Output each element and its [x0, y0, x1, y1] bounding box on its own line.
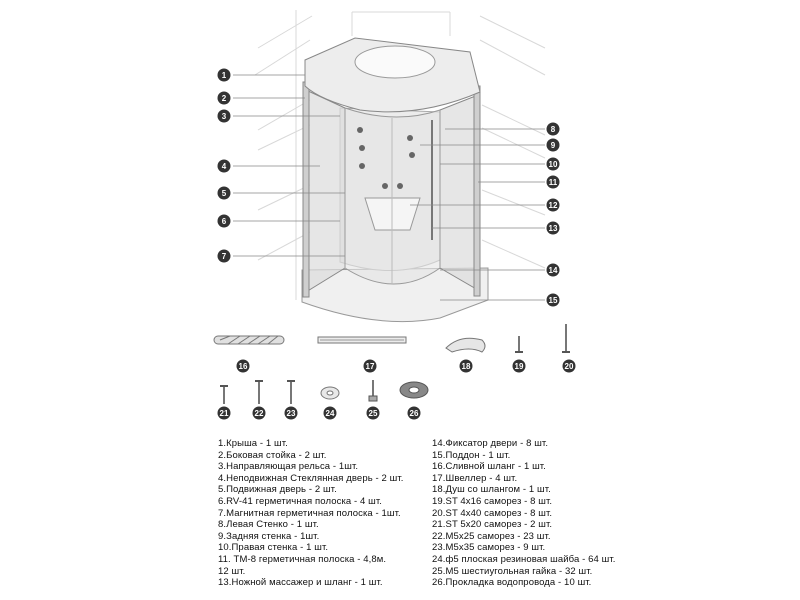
legend-item-20: 20.ST 4x40 саморез - 8 шт. [432, 507, 553, 519]
callout-10 [547, 158, 560, 171]
parts-row-2 [218, 380, 429, 420]
callout-11 [547, 176, 560, 189]
svg-text:7: 7 [221, 252, 227, 261]
svg-text:4: 4 [221, 162, 227, 171]
svg-text:6: 6 [221, 217, 227, 226]
svg-text:5: 5 [221, 189, 227, 198]
svg-text:24: 24 [325, 409, 335, 418]
legend-item-6: 6.RV-41 герметичная полоска - 4 шт. [218, 495, 383, 507]
svg-text:18: 18 [461, 362, 471, 371]
svg-text:13: 13 [548, 224, 558, 233]
legend-item-5: 5.Подвижная дверь - 2 шт. [218, 484, 337, 496]
callout-13 [547, 222, 560, 235]
legend-item-4: 4.Неподвижная Стеклянная дверь - 2 шт. [218, 472, 404, 484]
svg-text:21: 21 [219, 409, 229, 418]
callout-14 [547, 264, 560, 277]
svg-text:23: 23 [286, 409, 296, 418]
part-26-gasket [400, 382, 428, 420]
left-glass-panel [306, 90, 345, 292]
left-post [303, 82, 309, 297]
svg-text:8: 8 [550, 125, 556, 134]
legend-item-3: 3.Направляющая рельса - 1шт. [218, 461, 359, 473]
callout-1 [218, 69, 231, 82]
legend-item-14: 14.Фиксатор двери - 8 шт. [432, 438, 549, 449]
svg-text:16: 16 [238, 362, 248, 371]
svg-text:2: 2 [221, 94, 227, 103]
callout-4 [218, 160, 231, 173]
legend-item-11: 11. ТМ-8 герметичная полоска - 4,8м. [218, 553, 387, 565]
svg-text:9: 9 [550, 141, 556, 150]
callout-2 [218, 92, 231, 105]
legend-item-19: 19.ST 4x16 саморез - 8 шт. [432, 495, 553, 507]
legend-item-2: 2.Боковая стойка - 2 шт. [218, 449, 327, 461]
legend-item-22: 22.M5x25 саморез - 23 шт. [432, 530, 551, 542]
callout-7 [218, 250, 231, 263]
legend-item-21: 21.ST 5x20 саморез - 2 шт. [432, 519, 553, 531]
cabin [302, 38, 488, 322]
legend-item-1: 1.Крыша - 1 шт. [218, 438, 288, 449]
legend-item-18: 18.Душ со шлангом - 1 шт. [432, 484, 551, 496]
callout-3 [218, 110, 231, 123]
parts-row-1 [214, 324, 576, 373]
svg-text:14: 14 [548, 266, 558, 275]
legend-item-24: 24.ф5 плоская резиновая шайба - 64 шт. [432, 553, 616, 565]
callout-5 [218, 187, 231, 200]
callout-6 [218, 215, 231, 228]
legend-item-7: 7.Магнитная герметичная полоска - 1шт. [218, 507, 401, 519]
svg-text:12: 12 [548, 201, 558, 210]
callouts-right [547, 123, 560, 307]
roof-dome [355, 46, 435, 78]
legend-item-23: 23.M5x35 саморез - 9 шт. [432, 542, 546, 554]
svg-text:25: 25 [368, 409, 378, 418]
part-24-washer [321, 387, 339, 420]
part-18-shower-head [446, 338, 485, 372]
legend-item-8: 8.Левая Стенко - 1 шт. [218, 519, 319, 531]
legend-left [218, 438, 418, 589]
legend-item-26: 26.Прокладка водопровода - 10 шт. [432, 577, 592, 589]
legend-item-10: 10.Правая стенка - 1 шт. [218, 542, 329, 554]
callouts-left [218, 69, 231, 263]
part-22-screw [253, 381, 266, 420]
part-23-screw [285, 381, 298, 420]
svg-text:20: 20 [564, 362, 574, 371]
legend-item-15: 15.Поддон - 1 шт. [432, 449, 511, 461]
legend-item-12: 12 шт. [218, 565, 246, 577]
legend-item-25: 25.M5 шестиугольная гайка - 32 шт. [432, 565, 593, 577]
legend-item-9: 9.Задняя стенка - 1шт. [218, 530, 320, 542]
part-16-drain-hose [214, 336, 284, 373]
callout-8 [547, 123, 560, 136]
svg-text:11: 11 [548, 178, 558, 187]
legend-right [432, 438, 632, 589]
legend-item-17: 17.Швеллер - 4 шт. [432, 472, 518, 484]
part-25-nut-bolt [367, 380, 380, 420]
right-post [474, 86, 480, 296]
part-20-screw [562, 324, 576, 373]
svg-text:10: 10 [548, 160, 558, 169]
svg-text:17: 17 [365, 362, 375, 371]
callout-15 [547, 294, 560, 307]
svg-text:1: 1 [221, 71, 227, 80]
callout-12 [547, 199, 560, 212]
svg-text:3: 3 [221, 112, 227, 121]
callout-9 [547, 139, 560, 152]
right-glass-panel [440, 95, 478, 290]
svg-text:15: 15 [548, 296, 558, 305]
svg-text:19: 19 [514, 362, 524, 371]
legend-item-13: 13.Ножной массажер и шланг - 1 шт. [218, 577, 383, 589]
part-17-channel [318, 337, 406, 373]
legend-item-16: 16.Сливной шланг - 1 шт. [432, 461, 546, 473]
part-19-screw [513, 336, 526, 373]
svg-text:22: 22 [254, 409, 264, 418]
svg-text:26: 26 [409, 409, 419, 418]
part-21-screw [218, 386, 231, 420]
